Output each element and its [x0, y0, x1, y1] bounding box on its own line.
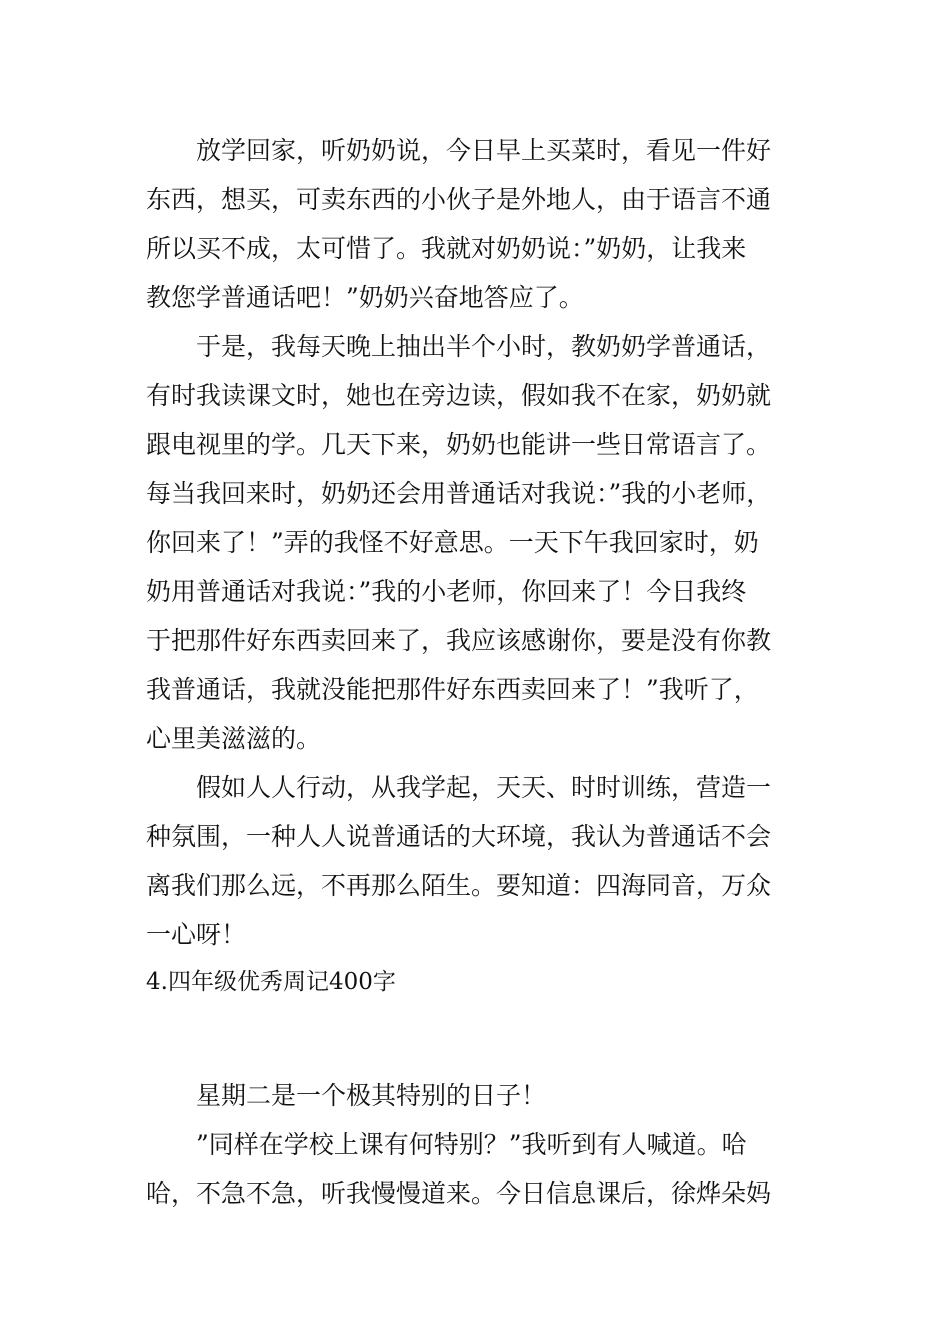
paragraph-5-line-2: 哈，不急不急，听我慢慢道来。今日信息课后，徐烨朵妈 — [146, 1179, 772, 1208]
section-heading: 4.四年级优秀周记400字 — [146, 969, 396, 995]
paragraph-1-line-2: 东西，想买，可卖东西的小伙子是外地人，由于语言不通 — [146, 185, 772, 214]
paragraph-4-line-1: 星期二是一个极其特别的日子！ — [196, 1081, 547, 1110]
paragraph-2-line-1: 于是，我每天晚上抽出半个小时，教奶奶学普通话， — [196, 332, 772, 361]
paragraph-3-line-2: 种氛围，一种人人说普通话的大环境，我认为普通话不会 — [146, 822, 772, 851]
paragraph-3-line-3: 离我们那么远，不再那么陌生。要知道：四海同音，万众 — [146, 871, 772, 900]
paragraph-2-line-6: 奶用普通话对我说：”我的小老师，你回来了！今日我终 — [146, 577, 747, 606]
paragraph-1-line-4: 教您学普通话吧！”奶奶兴奋地答应了。 — [146, 283, 584, 312]
paragraph-5-line-1: ”同样在学校上课有何特别？”我听到有人喊道。哈 — [196, 1130, 747, 1159]
paragraph-1-line-3: 所以买不成，太可惜了。我就对奶奶说：”奶奶，让我来 — [146, 234, 747, 263]
paragraph-2-line-9: 心里美滋滋的。 — [146, 724, 322, 753]
paragraph-1-line-1: 放学回家，听奶奶说，今日早上买菜时，看见一件好 — [196, 136, 772, 165]
paragraph-2-line-3: 跟电视里的学。几天下来，奶奶也能讲一些日常语言了。 — [146, 430, 772, 459]
paragraph-2-line-7: 于把那件好东西卖回来了，我应该感谢你，要是没有你教 — [146, 626, 772, 655]
paragraph-2-line-4: 每当我回来时，奶奶还会用普通话对我说：”我的小老师， — [146, 479, 772, 508]
paragraph-2-line-2: 有时我读课文时，她也在旁边读，假如我不在家，奶奶就 — [146, 381, 772, 410]
paragraph-3-line-1: 假如人人行动，从我学起，天天、时时训练，营造一 — [196, 773, 772, 802]
paragraph-3-line-4: 一心呀！ — [146, 920, 247, 949]
paragraph-2-line-8: 我普通话，我就没能把那件好东西卖回来了！”我听了， — [146, 675, 759, 704]
paragraph-2-line-5: 你回来了！”弄的我怪不好意思。一天下午我回家时，奶 — [146, 528, 759, 557]
